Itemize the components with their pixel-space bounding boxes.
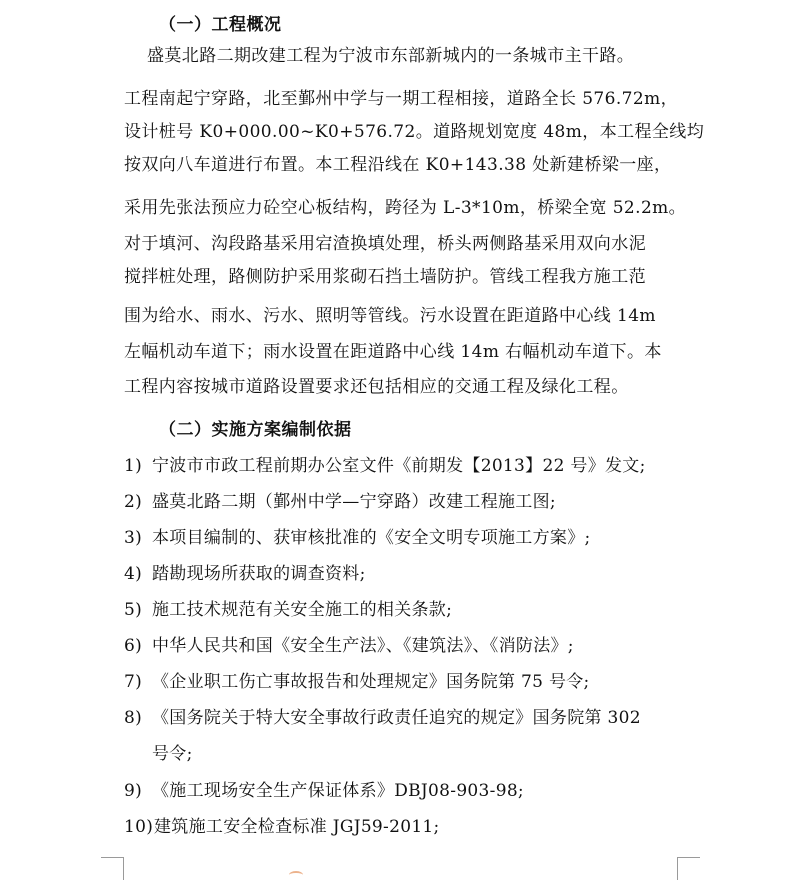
- list-item: [124, 776, 524, 801]
- list-item: [124, 487, 556, 512]
- list-item: [124, 703, 641, 728]
- list-item-text: 本项目编制的、获审核批准的《安全文明专项施工方案》;: [152, 528, 591, 548]
- list-item: [124, 631, 574, 656]
- list-item: [124, 451, 646, 476]
- paragraph-line: 工程南起宁穿路，北至鄞州中学与一期工程相接，道路全长 576.72m，: [124, 89, 679, 109]
- list-item-text: 《国务院关于特大安全事故行政责任追究的规定》国务院第 302: [152, 708, 641, 728]
- list-item: [124, 812, 440, 837]
- list-item-number: 3): [124, 528, 143, 548]
- paragraph-line: 工程内容按城市道路设置要求还包括相应的交通工程及绿化工程。: [124, 377, 629, 397]
- list-item-text: 中华人民共和国《安全生产法》、《建筑法》、《消防法》;: [152, 636, 574, 656]
- page-corner-mark: [677, 857, 700, 880]
- paragraph-line: 围为给水、雨水、污水、照明等管线。污水设置在距道路中心线 14m: [124, 306, 656, 326]
- list-item-number: 7): [124, 672, 143, 692]
- list-item-number: 6): [124, 636, 143, 656]
- list-item-number: 5): [124, 600, 143, 620]
- list-item-text: 施工技术规范有关安全施工的相关条款;: [152, 600, 453, 620]
- decorative-mark: [289, 871, 303, 879]
- page-corner-mark: [101, 857, 124, 880]
- list-item-text: 《企业职工伤亡事故报告和处理规定》国务院第 75 号令;: [152, 672, 590, 692]
- paragraph-line: 对于填河、沟段路基采用宕渣换填处理，桥头两侧路基采用双向水泥: [124, 234, 646, 254]
- paragraph-line: 采用先张法预应力砼空心板结构，跨径为 L-3*10m，桥梁全宽 52.2m。: [124, 198, 687, 218]
- list-item: [124, 559, 366, 584]
- list-item: [124, 595, 452, 620]
- section-1-heading: （一）工程概况: [159, 15, 282, 35]
- section-2-heading: （二）实施方案编制依据: [159, 420, 352, 440]
- list-item-number: 9): [124, 781, 143, 801]
- list-item: [124, 667, 590, 692]
- paragraph-line: 搅拌桩处理，路侧防护采用浆砌石挡土墙防护。管线工程我方施工范: [124, 267, 646, 287]
- list-item-text: 《施工现场安全生产保证体系》DBJ08-903-98;: [152, 781, 524, 801]
- list-item-continuation: 号令;: [152, 744, 193, 764]
- list-item-number: 10): [124, 817, 154, 837]
- list-item-text: 盛莫北路二期（鄞州中学—宁穿路）改建工程施工图;: [152, 492, 556, 512]
- paragraph-line: 设计桩号 K0+000.00~K0+576.72。道路规划宽度 48m，本工程全线均: [124, 122, 705, 142]
- list-item: [124, 523, 591, 548]
- list-item-text: 踏勘现场所获取的调查资料;: [152, 564, 366, 584]
- list-item-number: 2): [124, 492, 143, 512]
- list-item-number: 1): [124, 456, 143, 476]
- list-item-number: 8): [124, 708, 143, 728]
- list-item-text: 宁波市市政工程前期办公室文件《前期发【2013】22 号》发文;: [152, 456, 646, 476]
- paragraph-line: 左幅机动车道下；雨水设置在距道路中心线 14m 右幅机动车道下。本: [124, 342, 662, 362]
- list-item-text: 建筑施工安全检查标准 JGJ59-2011;: [154, 817, 440, 837]
- paragraph-line: 盛莫北路二期改建工程为宁波市东部新城内的一条城市主干路。: [147, 46, 635, 66]
- list-item-number: 4): [124, 564, 143, 584]
- paragraph-line: 按双向八车道进行布置。本工程沿线在 K0+143.38 处新建桥梁一座，: [124, 155, 672, 175]
